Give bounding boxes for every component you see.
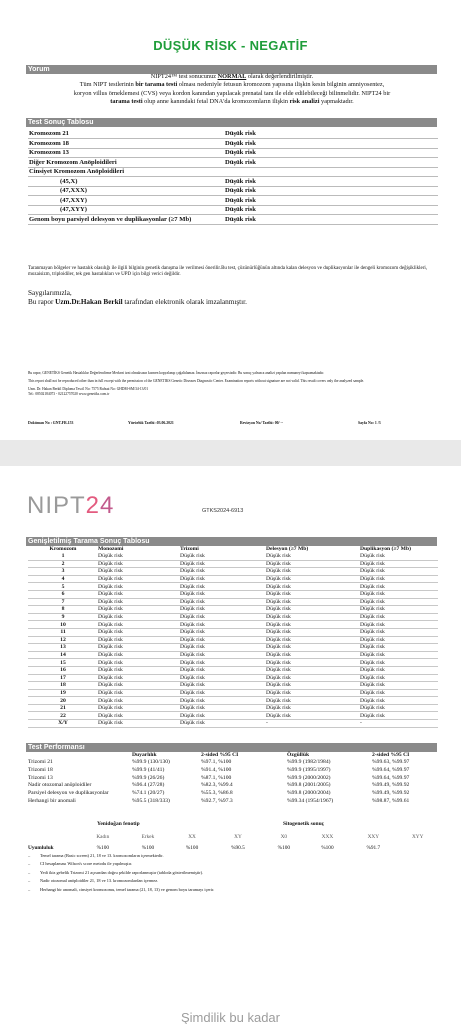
- extended-cell: Düşük risk: [180, 568, 266, 576]
- extended-cell: 10: [28, 621, 98, 629]
- extended-cell: Düşük risk: [266, 636, 360, 644]
- performance-cell: %99.34 (1954/1967): [287, 797, 334, 804]
- phenotype-cell: %100: [185, 844, 199, 851]
- summary-label: (47,XYY): [28, 205, 224, 215]
- footnote: – Nadir otozomal anöploidiler 21, 18 ve 13. kromozomlardan içermez.: [40, 877, 440, 885]
- extended-cell: Düşük risk: [266, 606, 360, 614]
- summary-row: [28, 215, 438, 225]
- performance-cell: %99.9 (130/130): [132, 759, 170, 766]
- summary-row: [28, 177, 438, 187]
- signature-block: Saygılarımızla, Bu rapor Uzm.Dr.Hakan Berkil tarafından elektronik olarak imzalanmıştır.: [28, 289, 247, 306]
- extended-cell: Düşük risk: [180, 712, 266, 720]
- extended-cell: 13: [28, 644, 98, 652]
- extended-cell: Düşük risk: [180, 704, 266, 712]
- phenotype-col-header: Kadın: [96, 833, 110, 840]
- extended-cell: Düşük risk: [98, 575, 180, 583]
- extended-cell: Düşük risk: [98, 636, 180, 644]
- performance-cell: %99.9 (1995/1997): [287, 767, 331, 774]
- summary-value: [224, 167, 438, 177]
- summary-table: [28, 129, 438, 225]
- extended-cell: Düşük risk: [98, 674, 180, 682]
- extended-cell: 15: [28, 659, 98, 667]
- extended-cell: Düşük risk: [360, 644, 438, 652]
- extended-cell: Düşük risk: [360, 583, 438, 591]
- extended-cell: Düşük risk: [360, 590, 438, 598]
- extended-cell: 17: [28, 674, 98, 682]
- summary-value: Düşük risk: [224, 158, 438, 168]
- summary-label: Kromozom 21: [28, 129, 224, 139]
- summary-label: Kromozom 18: [28, 139, 224, 149]
- summary-row: [28, 196, 438, 206]
- performance-row: [28, 797, 438, 805]
- extended-row: [28, 659, 438, 667]
- extended-cell: 16: [28, 666, 98, 674]
- extended-cell: Düşük risk: [360, 651, 438, 659]
- summary-row: [28, 205, 438, 215]
- extended-cell: Düşük risk: [266, 568, 360, 576]
- summary-row: [28, 129, 438, 139]
- performance-cell: %82.3, %99.4: [201, 782, 233, 789]
- phenotype-col-header: [28, 831, 80, 842]
- extended-row: [28, 583, 438, 591]
- performance-cell: %99.64, %99.97: [372, 767, 410, 774]
- extended-cell: Düşük risk: [266, 590, 360, 598]
- performance-col-header: 2-sided %95 CI: [201, 751, 239, 758]
- extended-cell: Düşük risk: [360, 628, 438, 636]
- performance-cell: %91.4, %100: [201, 767, 232, 774]
- extended-col-header: Kromozom: [49, 545, 77, 552]
- phenotype-col-header: X0: [280, 833, 288, 840]
- extended-cell: Düşük risk: [266, 560, 360, 568]
- summary-row: [28, 186, 438, 196]
- extended-cell: Düşük risk: [266, 659, 360, 667]
- summary-label: Diğer Kromozom Anöploidileri: [28, 158, 224, 168]
- performance-cell: Parsiyel delesyon ve duplikasyonlar: [28, 790, 109, 797]
- summary-value: Düşük risk: [224, 177, 438, 187]
- performance-cell: %99.9 (41/41): [132, 767, 165, 774]
- phenotype-col-header: Erkek: [141, 833, 155, 840]
- extended-cell: Düşük risk: [98, 628, 180, 636]
- extended-table-header: Genişletilmiş Tarama Sonuç Tablosu: [26, 537, 437, 546]
- extended-cell: Düşük risk: [98, 568, 180, 576]
- performance-cell: %99.9 (26/26): [132, 774, 165, 781]
- extended-row: [28, 606, 438, 614]
- extended-cell: Düşük risk: [266, 704, 360, 712]
- phenotype-cell: %90.5: [231, 844, 245, 851]
- phenotype-cell: %100: [277, 844, 291, 851]
- extended-row: [28, 621, 438, 629]
- extended-cell: Düşük risk: [360, 636, 438, 644]
- extended-row: [28, 636, 438, 644]
- performance-cell: %99.9 (2000/2002): [287, 774, 331, 781]
- summary-value: Düşük risk: [224, 196, 438, 206]
- extended-cell: Düşük risk: [98, 644, 180, 652]
- summary-value: Düşük risk: [224, 205, 438, 215]
- extended-cell: Düşük risk: [180, 697, 266, 705]
- extended-cell: 19: [28, 689, 98, 697]
- phenotype-col-header: XXX: [321, 833, 334, 840]
- extended-cell: Düşük risk: [180, 560, 266, 568]
- extended-cell: Düşük risk: [98, 704, 180, 712]
- extended-cell: 18: [28, 682, 98, 690]
- phenotype-cell: Uyumluluk: [28, 844, 54, 851]
- extended-cell: Düşük risk: [266, 598, 360, 606]
- performance-cell: %99.49, %99.92: [372, 782, 410, 789]
- performance-cell: %96.4 (27/28): [132, 782, 165, 789]
- extended-cell: -: [266, 720, 360, 728]
- phenotype-cell: %100: [141, 844, 155, 851]
- summary-value: Düşük risk: [224, 129, 438, 139]
- extended-cell: Düşük risk: [98, 583, 180, 591]
- footnote: – Temel tarama (Basic screen) 21, 18 ve 13. kromozomların içermektedir.: [40, 852, 440, 860]
- extended-cell: Düşük risk: [266, 553, 360, 561]
- extended-row: [28, 644, 438, 652]
- sample-code: GTKS2024-6913: [202, 508, 244, 514]
- extended-cell: Düşük risk: [180, 583, 266, 591]
- performance-col-header: [28, 751, 132, 759]
- phenotype-cell: %100: [321, 844, 334, 851]
- performance-cell: %97.1, %100: [201, 759, 232, 766]
- extended-cell: Düşük risk: [98, 590, 180, 598]
- performance-cell: Herhangi bir anomali: [28, 797, 76, 804]
- summary-value: Düşük risk: [224, 215, 438, 225]
- extended-cell: Düşük risk: [266, 666, 360, 674]
- extended-cell: Düşük risk: [98, 666, 180, 674]
- scroll-end-hint: Şimdilik bu kadar: [181, 1010, 280, 1024]
- extended-cell: Düşük risk: [180, 621, 266, 629]
- performance-cell: Nadir otozomal anöploidiler: [28, 782, 92, 789]
- extended-cell: Düşük risk: [266, 613, 360, 621]
- extended-cell: 4: [28, 575, 98, 583]
- extended-cell: Düşük risk: [266, 583, 360, 591]
- extended-cell: Düşük risk: [98, 598, 180, 606]
- extended-cell: Düşük risk: [180, 689, 266, 697]
- extended-cell: 3: [28, 568, 98, 576]
- extended-cell: Düşük risk: [180, 553, 266, 561]
- performance-cell: %95.5 (318/333): [132, 797, 170, 804]
- performance-col-header: 2-sided %95 CI: [372, 751, 410, 758]
- performance-table: [28, 751, 438, 805]
- comment-section-header: Yorum: [26, 65, 437, 74]
- phenotype-table: [28, 831, 438, 853]
- extended-row: [28, 568, 438, 576]
- extended-cell: 8: [28, 606, 98, 614]
- extended-row: [28, 704, 438, 712]
- performance-cell: %99.49, %99.92: [372, 790, 410, 797]
- performance-cell: %99.64, %99.97: [372, 774, 410, 781]
- summary-label: Kromozom 13: [28, 148, 224, 158]
- performance-cell: %99.8 (2001/2005): [287, 782, 331, 789]
- extended-cell: 12: [28, 636, 98, 644]
- extended-cell: 2: [28, 560, 98, 568]
- extended-cell: Düşük risk: [98, 651, 180, 659]
- extended-cell: Düşük risk: [98, 720, 180, 728]
- comment-text: NIPT24™ test sonucunuz NORMAL olarak değerlendirilmiştir. Tüm NIPT testlerinin bir tarama testi olması nedeniyle fetusun kromozom yapısına ilişkin kesin bilginin amniyosentez, koryon villus örneklemesi (CVS) veya kordon kanından yapılacak prenatal tanı ile elde edilebileceği bilinmelidir. NIPT24 bir tarama testi olup anne kanındaki fetal DNA'da kromozomların ilişkin risk analizi yapmaktadır.: [73, 73, 391, 105]
- extended-cell: Düşük risk: [98, 682, 180, 690]
- extended-cell: Düşük risk: [98, 560, 180, 568]
- extended-cell: 11: [28, 628, 98, 636]
- summary-label: Genom boyu parsiyel delesyon ve duplikasyonlar (≥7 Mb): [28, 215, 224, 225]
- extended-cell: Düşük risk: [98, 712, 180, 720]
- extended-col-header: Duplikasyon (≥7 Mb): [360, 545, 411, 552]
- extended-row: [28, 712, 438, 720]
- extended-row: [28, 651, 438, 659]
- extended-cell: Düşük risk: [360, 682, 438, 690]
- extended-cell: Düşük risk: [266, 689, 360, 697]
- summary-value: Düşük risk: [224, 139, 438, 149]
- summary-value: Düşük risk: [224, 148, 438, 158]
- extended-cell: Düşük risk: [360, 621, 438, 629]
- extended-cell: 9: [28, 613, 98, 621]
- summary-row: [28, 139, 438, 149]
- performance-row: [28, 774, 438, 782]
- extended-cell: Düşük risk: [360, 712, 438, 720]
- performance-cell: %98.87, %99.61: [372, 797, 410, 804]
- report-page-1: DÜŞÜK RİSK - NEGATİF Yorum NIPT24™ test sonucunuz NORMAL olarak değerlendirilmiştir. Tüm NIPT testlerinin bir tarama testi olması nedeniyle fetusun kromozom yapısına ilişkin kesin bilginin amniyosentez, koryon villus örneklemesi (CVS) veya kordon kanından yapılacak prenatal tanı ile elde edilebileceği bilinmelidir. NIPT24 bir tarama testi olup anne kanındaki fetal DNA'da kromozomların ilişkin risk analizi yapmaktadır. Test Sonuç Tablosu Kromozom 21 Düşük risk Kromozom 18 Düşük risk Kromozom 13 Düşük risk Diğer Kromozom Anöploidileri Düşük risk Cinsiyet Kromozom Anöploidileri (45,X) Düşük risk (47,XXX) Düşük risk (47,XXY) Düşük risk (47,XYY) Düşük risk Genom boyu parsiyel delesyon ve duplikasyonlar (≥7 Mb) Düşük risk Taranmayan bölgeler ve hastalık olasılığı ile ilgili bilginin genetik danışma ile verilmesi önerilir.Bu test, çözünürlüğünün altında kalan delesyon ve duplikasyonlar ile dengeli kromozom değişiklikleri, mozaisizm, triploidiler, tek gen hastalıkları ve UPD için bilgi verici değildir. Saygılarımızla, Bu rapor Uzm.Dr.Hakan Berkil tarafından elektronik olarak imzalanmıştır. Bu rapor, GENETİKS Genetik Hastalıklar Değerlendirme Merkezi izni olmaksızın kısmen kopyalanıp çoğaltılamaz. İmzasız raporlar geçersizdir. Bu sonuç yalnızca analizi yapılan numuneyi kapsamaktadır. This report shall not be reproduced other than in full except with the permission of the GENETIKS Genetic Diseases Diagnostic Center. Examination reports without signature are not valid. This result covers only the analyzed sample. Uzm. Dr. Hakan Berkil Diploma Tescil No: 7575 Ruhsat No: GHDM-SM/34-13/01 Tel.: 08502184073 - 02122757020 www.genetiks.com.tr Doküman No : GNT.FR.153 Yürürlük Tarihi :03.06.2021 Revizyon No/ Tarihi: 00/ -- Sayfa No: 1 /3: [0, 0, 461, 440]
- extended-cell: 22: [28, 712, 98, 720]
- performance-cell: %74.1 (20/27): [132, 790, 165, 797]
- extended-cell: Düşük risk: [180, 636, 266, 644]
- extended-row: [28, 575, 438, 583]
- phenotype-cell: %91.7: [366, 844, 381, 851]
- extended-cell: Düşük risk: [360, 553, 438, 561]
- performance-row: [28, 759, 438, 767]
- extended-row: [28, 697, 438, 705]
- extended-row: [28, 560, 438, 568]
- performance-cell: Trizomi 13: [28, 774, 53, 781]
- extended-cell: Düşük risk: [180, 644, 266, 652]
- extended-cell: 21: [28, 704, 98, 712]
- extended-table: [28, 545, 438, 728]
- extended-cell: Düşük risk: [180, 628, 266, 636]
- performance-row: [28, 789, 438, 797]
- extended-cell: Düşük risk: [266, 628, 360, 636]
- phenotype-col-header: XX: [188, 833, 196, 840]
- extended-cell: Düşük risk: [98, 689, 180, 697]
- extended-cell: Düşük risk: [360, 674, 438, 682]
- extended-cell: Düşük risk: [180, 674, 266, 682]
- performance-row: [28, 782, 438, 790]
- footnotes: [40, 852, 440, 894]
- summary-value: Düşük risk: [224, 186, 438, 196]
- footnote: – CI hesaplaması Wilson's score metodu ile yapılmıştır.: [40, 860, 440, 868]
- summary-label: Cinsiyet Kromozom Anöploidileri: [28, 167, 224, 177]
- performance-cell: %55.3, %86.8: [201, 790, 233, 797]
- extended-cell: Düşük risk: [180, 606, 266, 614]
- extended-cell: Düşük risk: [360, 568, 438, 576]
- extended-cell: X/Y: [28, 720, 98, 728]
- performance-cell: %99.9 (1982/1984): [287, 759, 331, 766]
- phenotype-col-header: XXY: [367, 833, 380, 840]
- extended-cell: Düşük risk: [360, 575, 438, 583]
- extended-cell: Düşük risk: [180, 651, 266, 659]
- extended-row: [28, 553, 438, 561]
- extended-cell: Düşük risk: [360, 613, 438, 621]
- extended-cell: Düşük risk: [266, 674, 360, 682]
- extended-cell: Düşük risk: [98, 621, 180, 629]
- extended-row: [28, 689, 438, 697]
- extended-cell: Düşük risk: [266, 621, 360, 629]
- extended-cell: Düşük risk: [266, 644, 360, 652]
- extended-cell: 5: [28, 583, 98, 591]
- extended-cell: Düşük risk: [180, 613, 266, 621]
- summary-label: (45,X): [28, 177, 224, 187]
- extended-cell: -: [360, 720, 438, 728]
- extended-cell: Düşük risk: [98, 606, 180, 614]
- extended-cell: Düşük risk: [180, 659, 266, 667]
- extended-cell: Düşük risk: [98, 613, 180, 621]
- extended-cell: Düşük risk: [360, 560, 438, 568]
- extended-cell: Düşük risk: [180, 666, 266, 674]
- performance-cell: %99.8 (2000/2004): [287, 790, 331, 797]
- extended-cell: Düşük risk: [98, 553, 180, 561]
- extended-cell: Düşük risk: [266, 651, 360, 659]
- extended-cell: Düşük risk: [266, 682, 360, 690]
- summary-row: [28, 148, 438, 158]
- extended-cell: Düşük risk: [360, 697, 438, 705]
- extended-col-header: Trizomi: [180, 545, 199, 552]
- extended-cell: Düşük risk: [360, 704, 438, 712]
- extended-cell: Düşük risk: [360, 606, 438, 614]
- extended-col-header: Delesyon (≥7 Mb): [266, 545, 309, 552]
- extended-cell: Düşük risk: [180, 598, 266, 606]
- footnote: – Yedi ikiz gebelik Trizomi 21 açısından doğru şekilde raporlanmıştır (tabloda gösterilmemiştir).: [40, 869, 440, 877]
- extended-row: [28, 613, 438, 621]
- extended-cell: Düşük risk: [360, 689, 438, 697]
- summary-row: [28, 167, 438, 177]
- extended-cell: Düşük risk: [98, 659, 180, 667]
- extended-cell: Düşük risk: [180, 682, 266, 690]
- summary-table-header: Test Sonuç Tablosu: [26, 118, 437, 127]
- performance-header: Test Performansı: [26, 743, 437, 752]
- performance-cell: Trizomi 21: [28, 759, 53, 766]
- performance-cell: %87.1, %100: [201, 774, 232, 781]
- extended-cell: Düşük risk: [360, 659, 438, 667]
- nipt24-logo: NIPT24: [27, 492, 115, 519]
- extended-cell: Düşük risk: [360, 666, 438, 674]
- extended-cell: Düşük risk: [266, 712, 360, 720]
- extended-cell: Düşük risk: [180, 590, 266, 598]
- extended-row: [28, 720, 438, 728]
- extended-cell: 6: [28, 590, 98, 598]
- footnote: – Herhangi bir anomali, cinsiyet kromozomu, temel tarama (21, 18, 13) ve genom boyu taramayı içerir.: [40, 886, 440, 894]
- extended-cell: 14: [28, 651, 98, 659]
- summary-row: [28, 158, 438, 168]
- phenotype-col-header: XY: [234, 833, 242, 840]
- extended-cell: Düşük risk: [180, 720, 266, 728]
- extended-row: [28, 666, 438, 674]
- phenotype-col-header: XYY: [411, 833, 424, 840]
- legal-notice: Bu rapor, GENETİKS Genetik Hastalıklar Değerlendirme Merkezi izni olmaksızın kısmen kopyalanıp çoğaltılamaz. İmzasız raporlar geçersizdir. Bu sonuç yalnızca analizi yapılan numuneyi kapsamaktadır. This report shall not be reproduced other than in full except with the permission of the GENETIKS Genetic Diseases Diagnostic Center. Examination reports without signature are not valid. This result covers only the analyzed sample. Uzm. Dr. Hakan Berkil Diploma Tescil No: 7575 Ruhsat No: GHDM-SM/34-13/01 Tel.: 08502184073 - 02122757020 www.genetiks.com.tr: [28, 371, 365, 396]
- extended-cell: Düşük risk: [266, 575, 360, 583]
- extended-cell: Düşük risk: [180, 575, 266, 583]
- extended-col-header: Monozomi: [98, 545, 124, 552]
- performance-col-header: Özgüllük: [287, 751, 310, 758]
- extended-row: [28, 674, 438, 682]
- performance-col-header: Duyarlılık: [132, 751, 157, 758]
- performance-cell: Trizomi 18: [28, 767, 53, 774]
- summary-label: (47,XXX): [28, 186, 224, 196]
- summary-label: (47,XXY): [28, 196, 224, 206]
- performance-cell: %92.7, %97.3: [201, 797, 233, 804]
- extended-cell: Düşük risk: [266, 697, 360, 705]
- performance-row: [28, 766, 438, 774]
- extended-cell: 7: [28, 598, 98, 606]
- result-title: DÜŞÜK RİSK - NEGATİF: [153, 38, 308, 53]
- disclaimer-note: Taranmayan bölgeler ve hastalık olasılığı ile ilgili bilginin genetik danışma ile verilmesi önerilir.Bu test, çözünürlüğünün altında kalan delesyon ve duplikasyonlar ile dengeli kromozom değişiklikleri, mozaisizm, triploidiler, tek gen hastalıkları ve UPD için bilgi verici değildir.: [28, 266, 427, 278]
- extended-row: [28, 682, 438, 690]
- performance-cell: %99.63, %99.97: [372, 759, 410, 766]
- extended-row: [28, 590, 438, 598]
- extended-row: [28, 598, 438, 606]
- extended-row: [28, 628, 438, 636]
- extended-cell: Düşük risk: [360, 598, 438, 606]
- extended-cell: 20: [28, 697, 98, 705]
- phenotype-cell: %100: [96, 844, 109, 851]
- extended-cell: 1: [28, 553, 98, 561]
- extended-cell: Düşük risk: [98, 697, 180, 705]
